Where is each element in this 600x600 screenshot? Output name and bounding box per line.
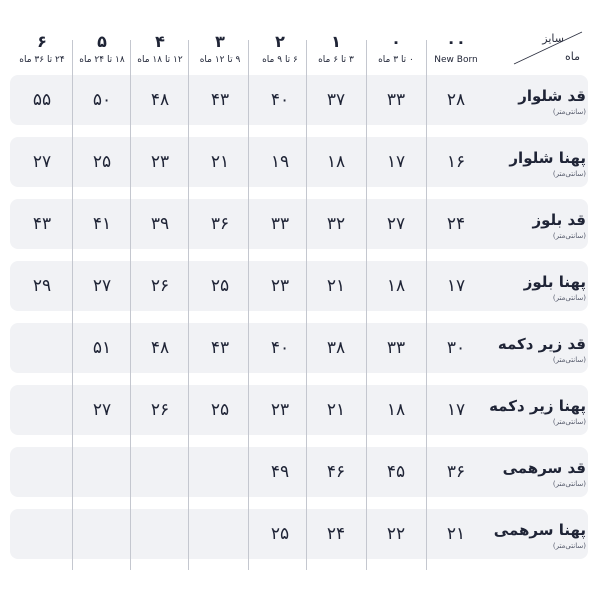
table-cell-value: ۴۸: [150, 90, 170, 110]
column-divider: [306, 40, 307, 570]
measurement-name: پهنا شلوار: [509, 149, 586, 167]
table-cell-value: ۱۸: [386, 276, 406, 296]
table-cell-value: ۲۲: [386, 524, 406, 544]
table-cell-value: ۲۴: [446, 214, 466, 234]
table-cell-value: ۲۳: [150, 152, 170, 172]
column-header: [427, 30, 485, 66]
measurement-unit: (سانتی‌متر): [552, 418, 586, 426]
column-age-range: ۱۸ تا ۲۴ ماه: [79, 55, 125, 65]
measurement-name: پهنا زیر دکمه: [489, 397, 586, 415]
table-cell-value: ۳۹: [150, 214, 170, 234]
table-cell-value: ۳۳: [270, 214, 290, 234]
table-cell-value: ۲۳: [270, 400, 290, 420]
measurement-name: قد زیر دکمه: [497, 335, 586, 353]
table-cell-value: ۴۵: [386, 462, 406, 482]
column-age-range: ۶ تا ۹ ماه: [262, 55, 298, 65]
table-cell-value: ۱۸: [326, 152, 346, 172]
column-age-range: ۳ تا ۶ ماه: [318, 55, 354, 65]
measurement-unit: (سانتی‌متر): [552, 542, 586, 550]
table-cell-value: ۲۵: [210, 276, 230, 296]
row-header: [476, 457, 586, 489]
table-cell-value: ۱۷: [386, 152, 406, 172]
column-header: [307, 30, 365, 66]
column-age-range: New Born: [434, 55, 478, 65]
table-cell-value: ۱۹: [270, 152, 290, 172]
column-divider: [72, 40, 73, 570]
table-cell-value: ۵۵: [32, 90, 52, 110]
column-divider: [248, 40, 249, 570]
column-header: [73, 30, 131, 66]
table-cell-value: ۳۰: [446, 338, 466, 358]
table-cell-value: ۲۵: [270, 524, 290, 544]
table-cell-value: ۲۶: [150, 276, 170, 296]
table-cell-value: ۱۷: [446, 276, 466, 296]
header-corner-cell: [508, 28, 588, 68]
column-size-label: ۲: [275, 32, 285, 51]
measurement-unit: (سانتی‌متر): [552, 170, 586, 178]
table-cell-value: ۴۹: [270, 462, 290, 482]
row-header: [476, 395, 586, 427]
measurement-unit: (سانتی‌متر): [552, 356, 586, 364]
table-cell-value: ۲۴: [326, 524, 346, 544]
column-divider: [130, 40, 131, 570]
column-age-range: ۲۴ تا ۳۶ ماه: [19, 55, 65, 65]
table-cell-value: ۱۸: [386, 400, 406, 420]
column-size-label: ۰: [391, 32, 401, 51]
table-cell-value: ۵۱: [92, 338, 112, 358]
table-cell-value: ۳۲: [326, 214, 346, 234]
table-cell-value: ۴۸: [150, 338, 170, 358]
table-cell-value: ۳۳: [386, 90, 406, 110]
table-cell-value: ۲۹: [32, 276, 52, 296]
table-cell-value: ۲۳: [270, 276, 290, 296]
measurement-unit: (سانتی‌متر): [552, 480, 586, 488]
column-size-label: ۰۰: [446, 32, 466, 51]
table-cell-value: ۲۷: [32, 152, 52, 172]
row-header: [476, 271, 586, 303]
column-size-label: ۱: [331, 32, 341, 51]
table-cell-value: ۲۷: [386, 214, 406, 234]
table-cell-value: ۴۶: [326, 462, 346, 482]
table-cell-value: ۲۱: [446, 524, 466, 544]
row-header: [476, 519, 586, 551]
table-cell-value: ۲۶: [150, 400, 170, 420]
measurement-name: قد سرهمی: [502, 459, 586, 477]
table-cell-value: ۲۵: [92, 152, 112, 172]
table-cell-value: ۲۷: [92, 276, 112, 296]
measurement-unit: (سانتی‌متر): [552, 294, 586, 302]
column-header: [191, 30, 249, 66]
table-cell-value: ۴۳: [32, 214, 52, 234]
measurement-unit: (سانتی‌متر): [552, 108, 586, 116]
table-cell-value: ۲۱: [326, 276, 346, 296]
table-cell-value: ۵۰: [92, 90, 112, 110]
column-header: [131, 30, 189, 66]
column-header: [13, 30, 71, 66]
table-cell-value: ۲۱: [326, 400, 346, 420]
table-cell-value: ۳۶: [446, 462, 466, 482]
corner-size-label: سایز: [542, 32, 564, 45]
table-cell-value: ۳۶: [210, 214, 230, 234]
measurement-unit: (سانتی‌متر): [552, 232, 586, 240]
table-cell-value: ۱۶: [446, 152, 466, 172]
measurement-name: قد بلوز: [532, 211, 586, 229]
column-divider: [426, 40, 427, 570]
column-size-label: ۵: [97, 32, 107, 51]
column-size-label: ۶: [37, 32, 47, 51]
table-cell-value: ۳۸: [326, 338, 346, 358]
measurement-name: قد شلوار: [518, 87, 586, 105]
column-header: [251, 30, 309, 66]
row-header: [476, 333, 586, 365]
table-cell-value: ۲۵: [210, 400, 230, 420]
corner-age-label: ماه: [564, 50, 580, 63]
table-cell-value: ۴۰: [270, 90, 290, 110]
table-cell-value: ۳۷: [326, 90, 346, 110]
table-cell-value: ۳۳: [386, 338, 406, 358]
table-cell-value: ۴۳: [210, 338, 230, 358]
table-cell-value: ۲۸: [446, 90, 466, 110]
column-age-range: ۹ تا ۱۲ ماه: [199, 55, 241, 65]
table-cell-value: ۴۰: [270, 338, 290, 358]
measurement-name: پهنا بلوز: [523, 273, 586, 291]
column-age-range: ۱۲ تا ۱۸ ماه: [137, 55, 183, 65]
table-cell-value: ۲۱: [210, 152, 230, 172]
table-cell-value: ۲۷: [92, 400, 112, 420]
row-header: [476, 209, 586, 241]
column-size-label: ۴: [155, 32, 165, 51]
column-age-range: ۰ تا ۳ ماه: [378, 55, 414, 65]
row-header: [476, 147, 586, 179]
measurement-name: پهنا سرهمی: [493, 521, 586, 539]
table-cell-value: ۴۳: [210, 90, 230, 110]
column-size-label: ۳: [215, 32, 225, 51]
table-cell-value: ۱۷: [446, 400, 466, 420]
table-cell-value: ۴۱: [92, 214, 112, 234]
column-divider: [366, 40, 367, 570]
column-header: [367, 30, 425, 66]
column-divider: [188, 40, 189, 570]
row-header: [476, 85, 586, 117]
